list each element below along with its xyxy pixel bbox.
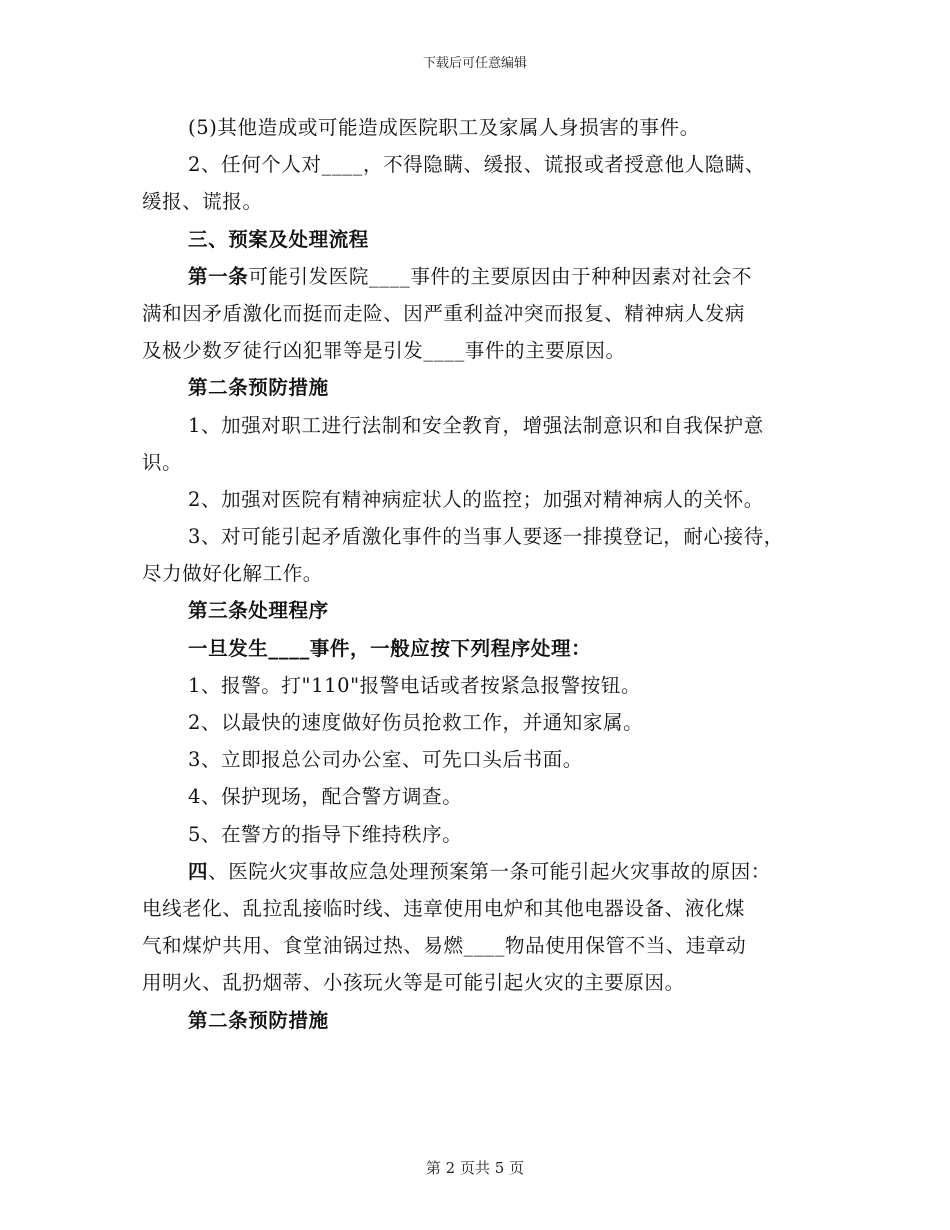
text-line xyxy=(142,332,822,369)
line-text: 尽力做好化解工作。 xyxy=(142,562,323,586)
text-line xyxy=(142,667,822,704)
text-line xyxy=(142,853,822,890)
text-line xyxy=(142,778,822,815)
line-text: 识。 xyxy=(142,450,183,474)
text-line xyxy=(142,109,822,146)
line-text: 、医院火灾事故应急处理预案第一条可能引起火灾事故的原因： xyxy=(208,859,771,883)
line-text: 可能引发医院____事件的主要原因由于种种因素对社会不 xyxy=(248,264,753,288)
text-line xyxy=(142,444,822,481)
line-text: 1、加强对职工进行法制和安全教育，增强法制意识和自我保护意 xyxy=(188,413,764,437)
line-text: 气和煤炉共用、食堂油锅过热、易燃____物品使用保管不当、违章动 xyxy=(142,934,747,958)
line-text: 一旦发生____事件，一般应按下列程序处理： xyxy=(188,636,592,660)
line-text: 三、预案及处理流程 xyxy=(188,227,369,251)
bold-prefix: 第一条 xyxy=(188,264,249,288)
line-text: 1、报警。打"110"报警电话或者按紧急报警按钮。 xyxy=(188,673,642,697)
bold-prefix: 四 xyxy=(188,859,209,883)
text-line xyxy=(142,592,822,629)
text-line xyxy=(142,1002,822,1039)
line-text: 及极少数歹徒行凶犯罪等是引发____事件的主要原因。 xyxy=(142,339,626,363)
line-text: (5)其他造成或可能造成医院职工及家属人身损害的事件。 xyxy=(188,116,700,139)
line-text: 2、加强对医院有精神病症状人的监控；加强对精神病人的关怀。 xyxy=(188,487,764,511)
line-text: 电线老化、乱拉乱接临时线、违章使用电炉和其他电器设备、液化煤 xyxy=(142,896,746,920)
line-text: 3、立即报总公司办公室、可先口头后书面。 xyxy=(188,748,583,772)
line-text: 2、任何个人对____，不得隐瞒、缓报、谎报或者授意他人隐瞒、 xyxy=(188,153,766,177)
line-text: 5、在警方的指导下维持秩序。 xyxy=(188,822,463,846)
line-text: 第二条预防措施 xyxy=(188,1008,329,1032)
text-line xyxy=(142,258,822,295)
text-line xyxy=(142,964,822,1001)
line-text: 满和因矛盾激化而挺而走险、因严重利益冲突而报复、精神病人发病 xyxy=(142,301,746,325)
text-line xyxy=(142,927,822,964)
text-line xyxy=(142,295,822,332)
text-line xyxy=(142,481,822,518)
line-text: 缓报、谎报。 xyxy=(142,190,263,214)
text-line xyxy=(142,630,822,667)
page-footer: 第 2 页共 5 页 xyxy=(425,1159,525,1177)
line-text: 4、保护现场，配合警方调查。 xyxy=(188,785,463,809)
line-text: 用明火、乱扔烟蒂、小孩玩火等是可能引起火灾的主要原因。 xyxy=(142,971,685,995)
text-line xyxy=(142,816,822,853)
text-line xyxy=(142,890,822,927)
line-text: 3、对可能引起矛盾激化事件的当事人要逐一排摸登记，耐心接待， xyxy=(188,525,784,549)
text-line xyxy=(142,555,822,592)
text-line xyxy=(142,704,822,741)
line-text: 第二条预防措施 xyxy=(188,376,329,400)
document-body xyxy=(142,109,822,1039)
text-line xyxy=(142,741,822,778)
text-line xyxy=(142,518,822,555)
page-header: 下载后可任意编辑 xyxy=(422,56,527,71)
text-line xyxy=(142,221,822,258)
text-line xyxy=(142,407,822,444)
line-text: 第三条处理程序 xyxy=(188,599,329,623)
line-text: 2、以最快的速度做好伤员抢救工作，并通知家属。 xyxy=(188,711,644,734)
text-line xyxy=(142,183,822,220)
text-line xyxy=(142,146,822,183)
text-line xyxy=(142,369,822,406)
